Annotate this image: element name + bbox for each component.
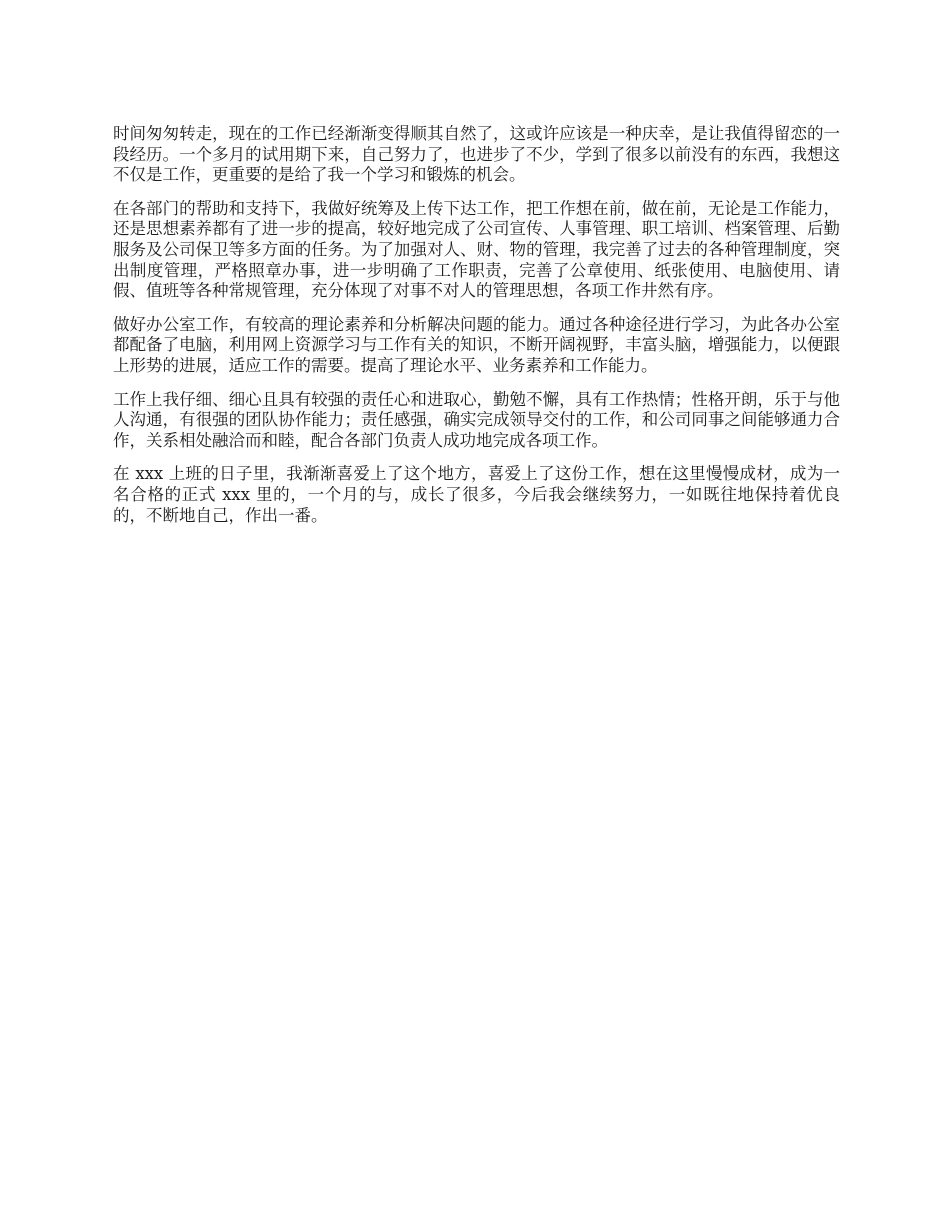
paragraph-2: 在各部门的帮助和支持下，我做好统筹及上传下达工作，把工作想在前，做在前，无论是工作能力，还是思想素养都有了进一步的提高，较好地完成了公司宣传、人事管理、职工培训、档案管理、后勤服务及公司保卫等多方面的任务。为了加强对人、财、物的管理，我完善了过去的各种管理制度，突出制度管理，严格照章办事，进一步明确了工作职责，完善了公章使用、纸张使用、电脑使用、请假、值班等各种常规管理，充分体现了对事不对人的管理思想，各项工作井然有序。 — [113, 198, 840, 301]
paragraph-1: 时间匆匆转走，现在的工作已经渐渐变得顺其自然了，这或许应该是一种庆幸，是让我值得留恋的一段经历。一个多月的试用期下来，自己努力了，也进步了不少，学到了很多以前没有的东西，我想这不仅是工作，更重要的是给了我一个学习和锻炼的机会。 — [113, 124, 840, 185]
paragraph-5: 在 xxx 上班的日子里，我渐渐喜爱上了这个地方，喜爱上了这份工作，想在这里慢慢成材，成为一名合格的正式 xxx 里的，一个月的与，成长了很多，今后我会继续努力，一如既往地保持着优良的，不断地自己，作出一番。 — [113, 464, 840, 525]
document-body — [113, 124, 840, 539]
paragraph-4: 工作上我仔细、细心且具有较强的责任心和进取心，勤勉不懈，具有工作热情；性格开朗，乐于与他人沟通，有很强的团队协作能力；责任感强，确实完成领导交付的工作，和公司同事之间能够通力合作，关系相处融洽而和睦，配合各部门负责人成功地完成各项工作。 — [113, 389, 840, 450]
paragraph-3: 做好办公室工作，有较高的理论素养和分析解决问题的能力。通过各种途径进行学习，为此各办公室都配备了电脑，利用网上资源学习与工作有关的知识，不断开阔视野，丰富头脑，增强能力，以便跟上形势的进展，适应工作的需要。提高了理论水平、业务素养和工作能力。 — [113, 314, 840, 375]
